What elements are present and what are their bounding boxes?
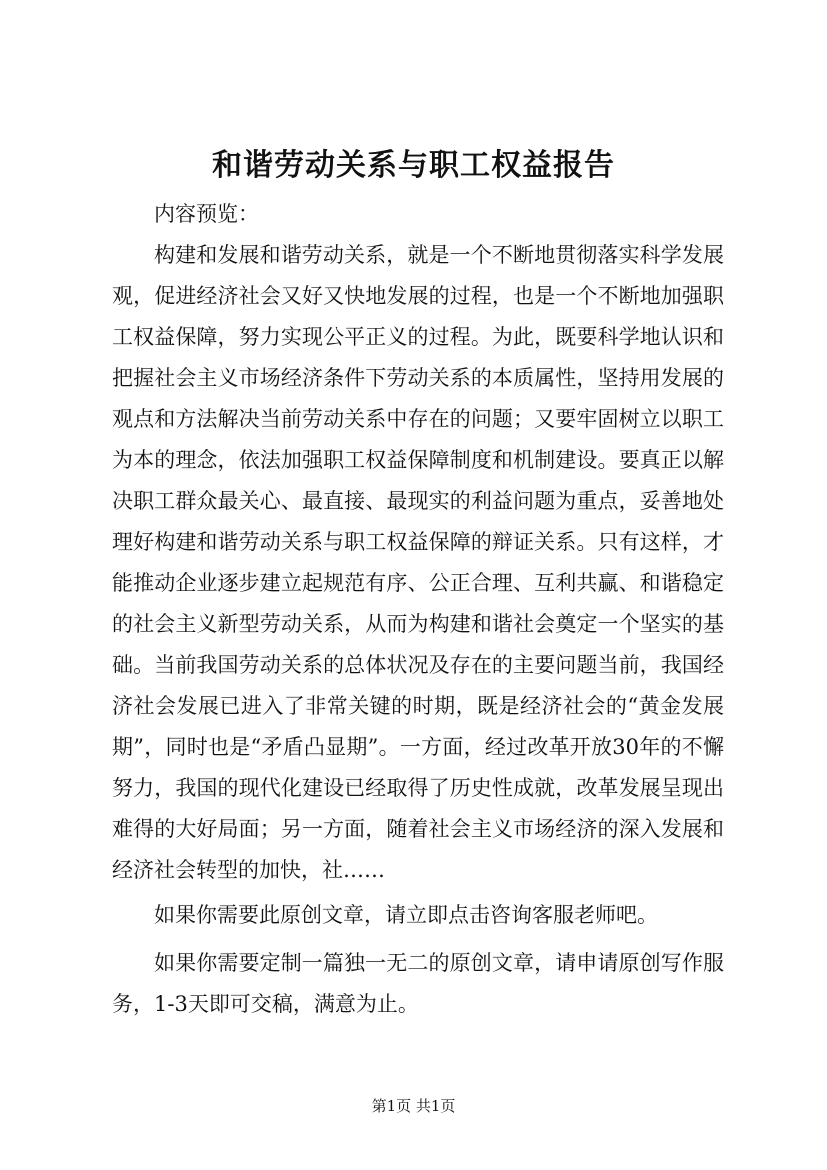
- consult-prompt: 如果你需要此原创文章，请立即点击咨询客服老师吧。: [154, 903, 658, 927]
- document-title: 和谐劳动关系与职工权益报告: [212, 148, 615, 183]
- preview-label: 内容预览：: [154, 202, 259, 226]
- page-footer: 第1页 共1页: [371, 1097, 456, 1115]
- main-paragraph: 构建和发展和谐劳动关系，就是一个不断地贯彻落实科学发展观，促进经济社会又好又快地发展的过程，也是一个不断地加强职工权益保障，努力实现公平正义的过程。为此，既要科学地认识和把握社会主义市场经济条件下劳动关系的本质属性，坚持用发展的观点和方法解决当前劳动关系中存在的问题；又要牢固树立以职工为本的理念，依法加强职工权益保障制度和机制建设。要真正以解决职工群众最关心、最直接、最现实的利益问题为重点，妥善地处理好构建和谐劳动关系与职工权益保障的辩证关系。只有这样，才能推动企业逐步建立起规范有序、公正合理、互利共赢、和谐稳定的社会主义新型劳动关系，从而为构建和谐社会奠定一个坚实的基础。当前我国劳动关系的总体状况及存在的主要问题当前，我国经济社会发展已进入了非常关键的时期，既是经济社会的“黄金发展期”，同时也是“矛盾凸显期”。一方面，经过改革开放30年的不懈努力，我国的现代化建设已经取得了历史性成就，改革发展呈现出难得的大好局面；另一方面，随着社会主义市场经济的深入发展和经济社会转型的加快，社……: [112, 243, 724, 882]
- custom-writing-prompt: 如果你需要定制一篇独一无二的原创文章，请申请原创写作服务，1-3天即可交稿，满意为止。: [112, 951, 724, 1016]
